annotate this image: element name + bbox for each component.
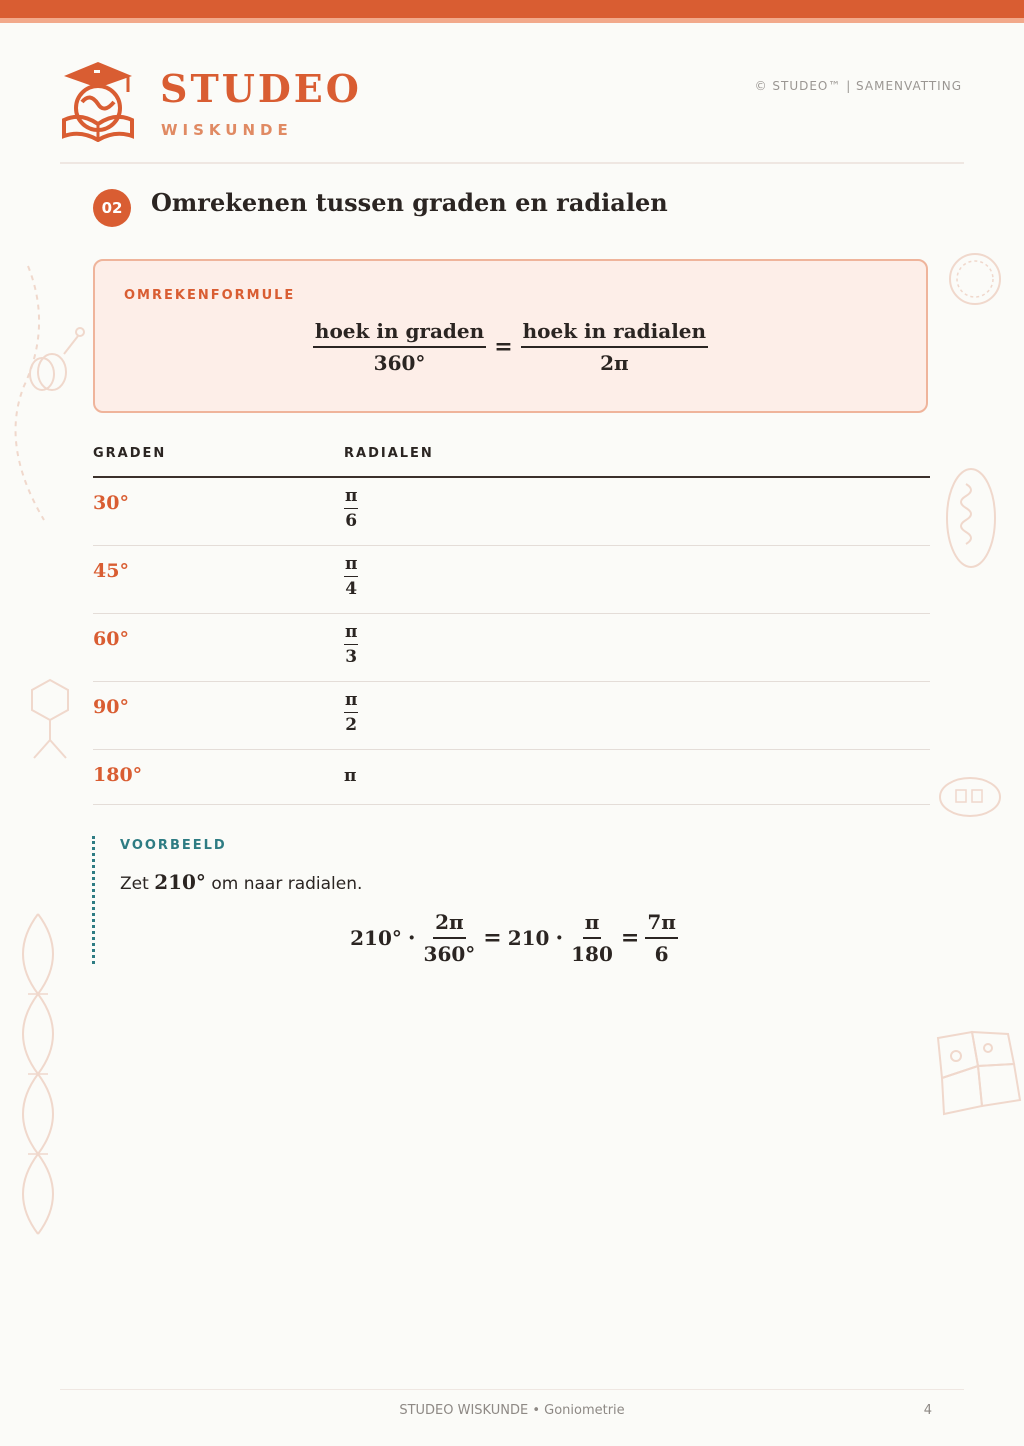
fraction-numerator: π: [344, 486, 358, 509]
equals-sign: =: [620, 925, 640, 951]
page-number: 4: [923, 1403, 932, 1418]
fraction-denominator: 6: [345, 511, 358, 531]
degrees-value: 180°: [93, 764, 143, 786]
degrees-fraction: [313, 319, 486, 375]
fraction-denominator: 2π: [600, 351, 629, 375]
radians-fraction: [344, 622, 358, 667]
equals-sign: =: [494, 334, 513, 360]
table-row: [93, 546, 930, 614]
formula-box: [93, 259, 928, 413]
fraction-numerator: π: [344, 622, 358, 645]
fraction-denominator: 360°: [423, 942, 476, 966]
example-prompt: [120, 870, 362, 894]
table-row: [93, 682, 930, 750]
term-b: 210: [507, 926, 550, 950]
fraction-denominator: 180: [571, 942, 613, 966]
footer-divider: [60, 1389, 964, 1390]
fraction-3: [645, 910, 678, 966]
dotted-circle-icon: [946, 250, 1004, 308]
radians-value: π: [344, 766, 357, 786]
radians-fraction: [344, 554, 358, 599]
fraction-denominator: 360°: [373, 351, 426, 375]
section-number-badge: 02: [93, 189, 131, 227]
column-header-degrees: GRADEN: [93, 446, 167, 461]
fraction-numerator: hoek in graden: [313, 319, 486, 348]
example-label: VOORBEELD: [120, 838, 227, 853]
header-divider: [60, 162, 964, 164]
conversion-formula: [95, 319, 926, 375]
section-title: Omrekenen tussen graden en radialen: [151, 188, 668, 217]
dashed-curve-icon: [14, 262, 94, 522]
fraction-numerator: π: [344, 554, 358, 577]
column-header-radians: RADIALEN: [344, 446, 434, 461]
dna-helix-icon: [10, 910, 66, 1242]
multiply-dot: ·: [555, 925, 564, 951]
radians-fraction: [344, 486, 358, 531]
graduation-book-icon: [60, 58, 136, 142]
example-text-before: Zet: [120, 874, 149, 894]
radians-fraction: [344, 690, 358, 735]
degrees-value: 90°: [93, 696, 129, 718]
example-block: [92, 836, 933, 964]
fraction-numerator: π: [583, 910, 602, 939]
degrees-value: 30°: [93, 492, 129, 514]
fraction-1: [422, 910, 478, 966]
fraction-numerator: 2π: [433, 910, 466, 939]
fraction-2: [569, 910, 615, 966]
table-row: [93, 478, 930, 546]
fraction-denominator: 6: [654, 942, 669, 966]
fraction-denominator: 2: [345, 715, 358, 735]
fraction-denominator: 3: [345, 647, 358, 667]
fraction-numerator: 7π: [645, 910, 678, 939]
equals-sign: =: [483, 925, 502, 951]
fraction-numerator: π: [344, 690, 358, 713]
fraction-numerator: hoek in radialen: [521, 319, 708, 348]
cells-sketch-icon: [928, 1030, 1024, 1116]
cell-icon: [938, 776, 1002, 818]
formula-label: OMREKENFORMULE: [124, 288, 296, 303]
top-accent-stripe: [0, 18, 1024, 23]
degrees-value: 60°: [93, 628, 129, 650]
brand-name: STUDEO: [160, 66, 362, 111]
molecule-icon: [28, 678, 72, 764]
degrees-value: 45°: [93, 560, 129, 582]
multiply-dot: ·: [407, 925, 416, 951]
document-meta: © STUDEO™ | SAMENVATTING: [754, 79, 962, 93]
term-a: 210°: [350, 926, 402, 950]
radians-fraction: [521, 319, 708, 375]
subject-name: WISKUNDE: [161, 121, 293, 139]
mitochondria-icon: [944, 466, 998, 570]
table-row: [93, 614, 930, 682]
top-accent-bar: [0, 0, 1024, 18]
footer-text: STUDEO WISKUNDE • Goniometrie: [399, 1403, 625, 1418]
example-text-after: om naar radialen.: [211, 874, 363, 894]
example-value: 210°: [154, 870, 206, 894]
fraction-denominator: 4: [345, 579, 358, 599]
example-equation: [95, 910, 933, 966]
table-row: [93, 750, 930, 805]
